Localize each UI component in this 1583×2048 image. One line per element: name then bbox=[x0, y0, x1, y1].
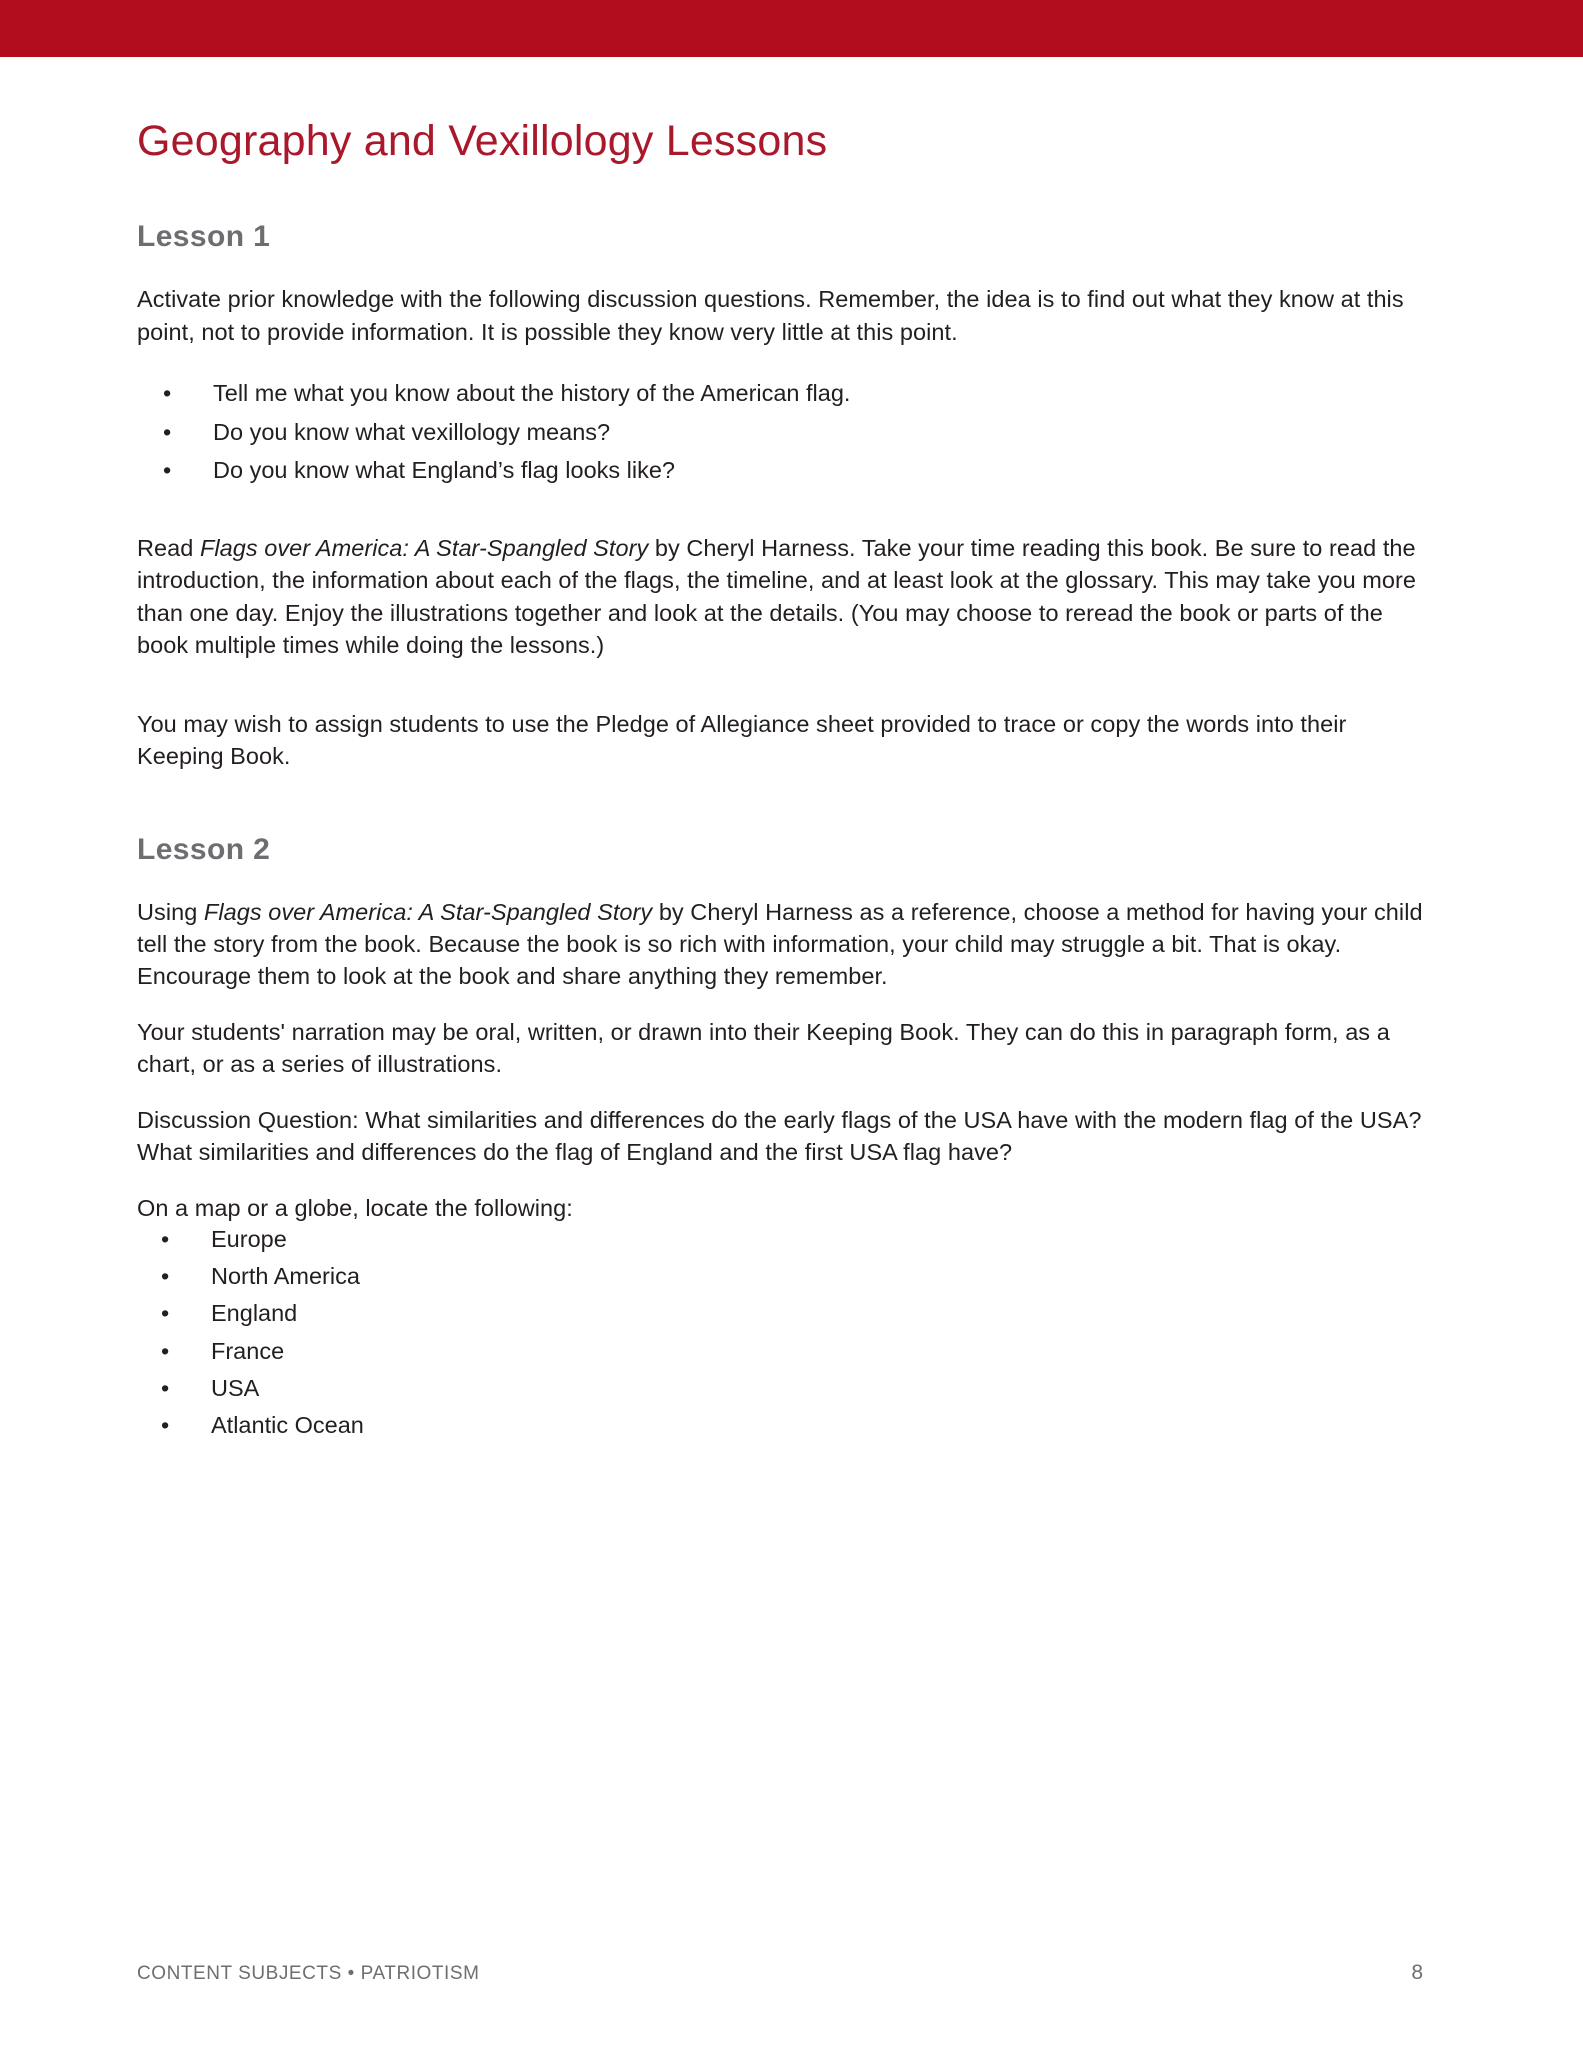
lesson-2-using-paragraph bbox=[137, 896, 1423, 993]
discussion-question-paragraph: Discussion Question: What similarities and differences do the early flags of the USA have with the modern flag of the USA? What similarities and differences do the flag of England and the first USA flag have? bbox=[137, 1106, 1422, 1166]
list-item-label: England bbox=[211, 1300, 298, 1327]
list-item-label: Do you know what England’s flag looks like? bbox=[213, 456, 676, 483]
list-item-label: Do you know what vexillology means? bbox=[213, 418, 611, 445]
page-footer bbox=[137, 1961, 1423, 1985]
bullet-icon: • bbox=[161, 1263, 170, 1290]
list-item bbox=[137, 1336, 1423, 1367]
footer-section-label: CONTENT SUBJECTS • PATRIOTISM bbox=[137, 1963, 480, 1984]
list-item bbox=[137, 1373, 1423, 1404]
using-prefix: Using bbox=[137, 898, 204, 925]
bullet-icon: • bbox=[161, 1337, 170, 1364]
reading-prefix: Read bbox=[137, 535, 200, 562]
list-item bbox=[137, 1410, 1423, 1441]
reading-assignment-paragraph bbox=[137, 532, 1423, 662]
reading-suffix: by Cheryl Harness. Take your time reading this book. Be sure to read the introduction, the information about each of the flags, the timeline, and at least look at the glossary. This may take you more than one day. Enjoy the illustrations together and look at the details. (You may choose to reread the book or parts of the book multiple times while doing the lessons.) bbox=[137, 535, 1417, 659]
pledge-paragraph: You may wish to assign students to use the Pledge of Allegiance sheet provided to trace or copy the words into their Keeping Book. bbox=[137, 710, 1347, 770]
list-item-label: Tell me what you know about the history of the American flag. bbox=[213, 380, 851, 407]
discussion-questions-list bbox=[137, 378, 1423, 486]
using-suffix: by Cheryl Harness as a reference, choose a method for having your child tell the story from the book. Because the book is so rich with information, your child may struggle a bit. That is okay. Encourage them to look at the book and share anything they remember. bbox=[137, 898, 1423, 990]
list-item bbox=[137, 378, 1423, 409]
list-item bbox=[137, 1224, 1423, 1255]
book-title-italic: Flags over America: A Star-Spangled Story bbox=[203, 898, 653, 925]
list-item-label: France bbox=[211, 1337, 285, 1364]
bullet-icon: • bbox=[161, 1225, 170, 1252]
locations-list bbox=[137, 1224, 1423, 1442]
list-item-label: USA bbox=[211, 1374, 260, 1401]
footer-page-number: 8 bbox=[1411, 1961, 1423, 1984]
list-item-label: North America bbox=[211, 1263, 360, 1290]
bullet-icon: • bbox=[161, 1374, 170, 1401]
lesson-1-intro-paragraph: Activate prior knowledge with the following discussion questions. Remember, the idea is to find out what they know at this point, not to provide information. It is possible they know very little at this point. bbox=[137, 286, 1404, 345]
narration-paragraph: Your students' narration may be oral, written, or drawn into their Keeping Book. They can do this in paragraph form, as a chart, or as a series of illustrations. bbox=[137, 1018, 1390, 1078]
lesson-2-heading: Lesson 2 bbox=[137, 832, 271, 866]
bullet-icon: • bbox=[161, 1300, 170, 1327]
locate-intro-paragraph: On a map or a globe, locate the following: bbox=[137, 1194, 573, 1221]
page-title: Geography and Vexillology Lessons bbox=[137, 117, 828, 165]
bullet-icon: • bbox=[163, 380, 172, 407]
bullet-icon: • bbox=[161, 1412, 170, 1439]
list-item bbox=[137, 417, 1423, 448]
list-item-label: Europe bbox=[211, 1225, 287, 1252]
bullet-icon: • bbox=[163, 456, 172, 483]
list-item bbox=[137, 1261, 1423, 1292]
lesson-1-heading: Lesson 1 bbox=[137, 220, 271, 254]
list-item bbox=[137, 1298, 1423, 1329]
bullet-icon: • bbox=[163, 418, 172, 445]
list-item bbox=[137, 455, 1423, 486]
list-item-label: Atlantic Ocean bbox=[211, 1412, 364, 1439]
book-title-italic: Flags over America: A Star-Spangled Story bbox=[199, 535, 649, 562]
